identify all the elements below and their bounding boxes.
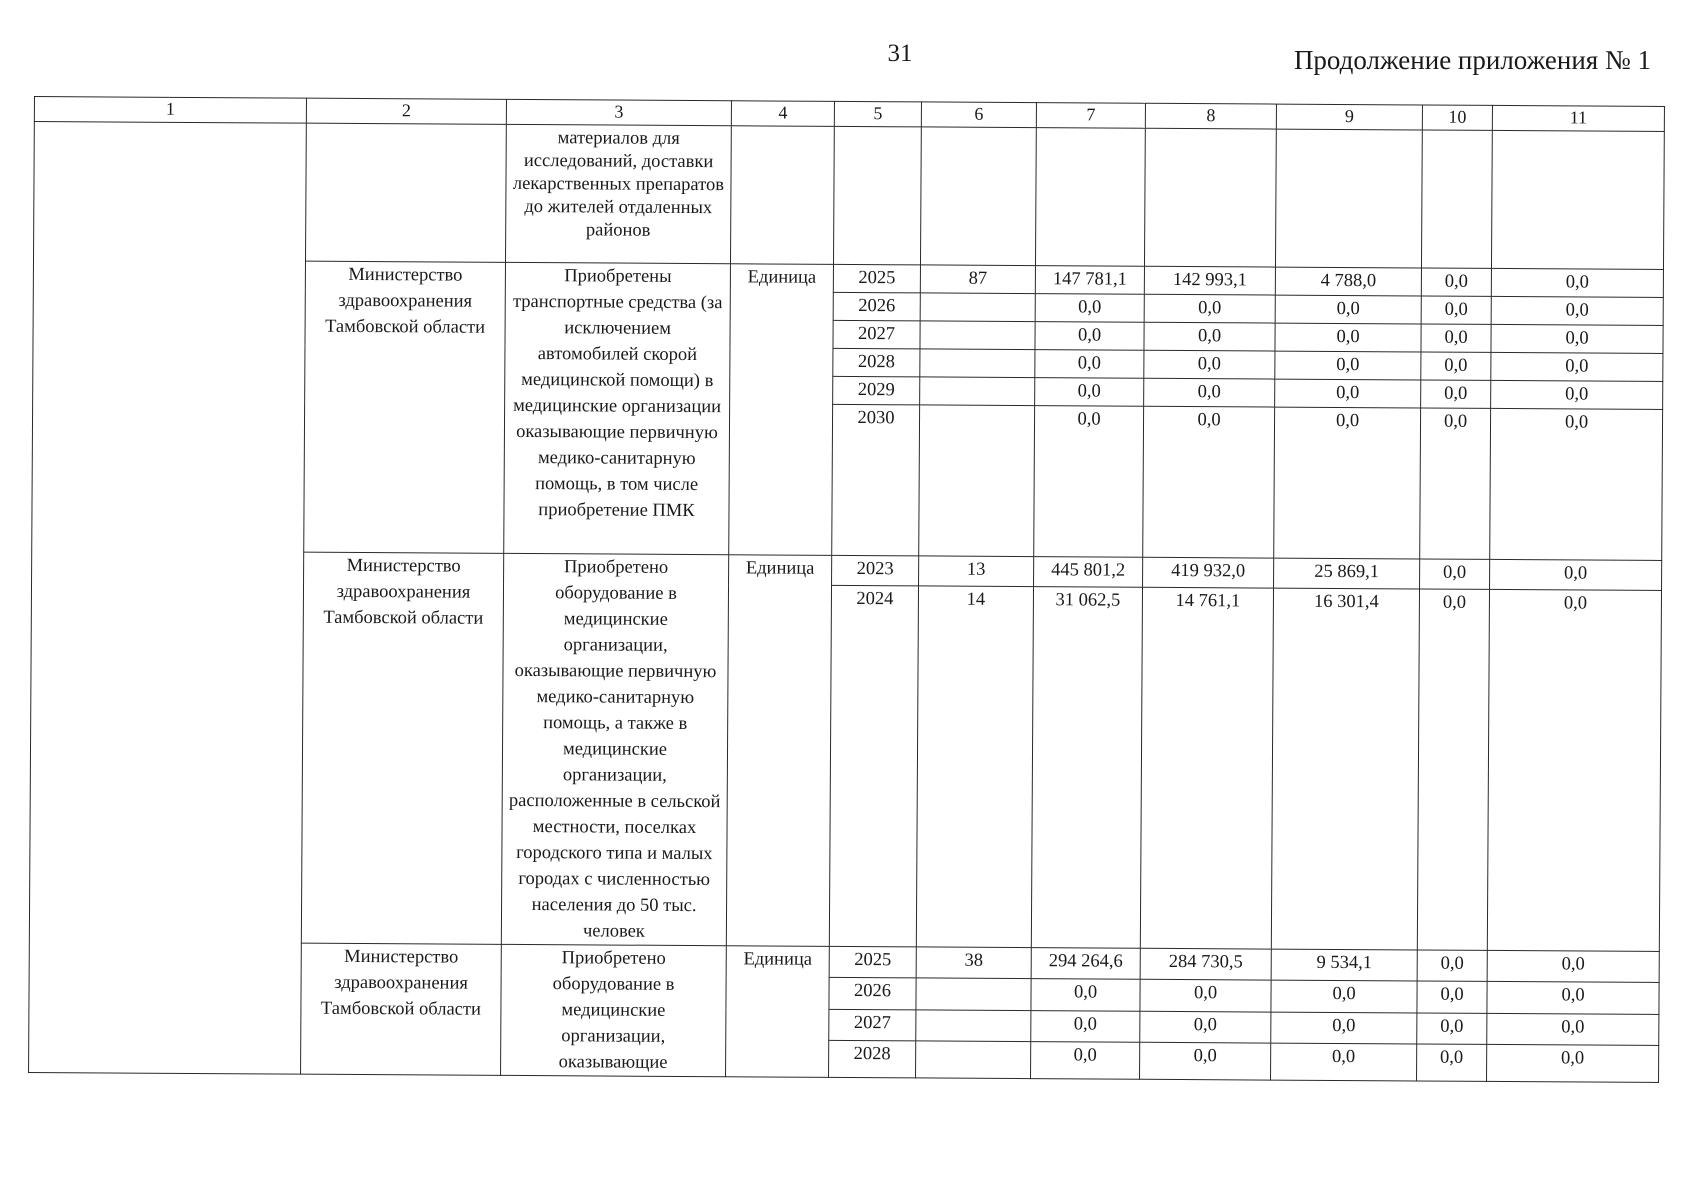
column-header: 8: [1145, 103, 1276, 129]
column-header: 2: [306, 98, 506, 124]
result-cell: Приобретено оборудование в медицинские организации, оказывающие первичную медико-санитарную помощь, а также в медицинские организации, расположенные в сельской местности, поселках городского типа и малых городах с численностью населения до 50 тыс. человек: [501, 553, 728, 945]
empty-cell: [920, 127, 1036, 266]
value-cell: 0,0: [1144, 322, 1275, 351]
value-cell: 0,0: [1144, 294, 1275, 323]
value-cell: 4 788,0: [1275, 267, 1421, 296]
column-header: 3: [506, 99, 731, 125]
value-cell: 0,0: [1271, 1043, 1417, 1081]
qty-cell: [920, 293, 1035, 322]
year-cell: 2025: [829, 946, 916, 978]
empty-cell: [1144, 128, 1276, 267]
value-cell: 0,0: [1140, 1042, 1271, 1080]
year-cell: 2025: [833, 264, 920, 293]
value-cell: 0,0: [1491, 268, 1663, 297]
unit-cell: Единица: [726, 946, 830, 1078]
value-cell: 294 264,6: [1031, 948, 1140, 980]
value-cell: 0,0: [1417, 981, 1487, 1013]
value-cell: 445 801,2: [1034, 557, 1143, 588]
qty-cell: [920, 377, 1035, 406]
value-cell: 0,0: [1417, 589, 1489, 950]
qty-cell: 87: [920, 265, 1035, 294]
value-cell: 0,0: [1035, 322, 1144, 351]
empty-cell: [1491, 130, 1664, 269]
value-cell: 0,0: [1031, 979, 1140, 1011]
qty-cell: [916, 1041, 1031, 1079]
value-cell: 0,0: [1140, 980, 1271, 1012]
column-1-cell: [29, 122, 307, 1075]
qty-cell: [919, 405, 1035, 557]
qty-cell: [920, 349, 1035, 378]
value-cell: 0,0: [1490, 408, 1663, 560]
column-header: 6: [921, 102, 1036, 128]
qty-cell: 13: [919, 556, 1034, 587]
value-cell: 9 534,1: [1271, 949, 1417, 981]
year-cell: 2024: [829, 586, 918, 947]
unit-cell: Единица: [726, 555, 831, 947]
value-cell: 0,0: [1420, 408, 1491, 559]
qty-cell: [916, 1010, 1031, 1042]
empty-cell: [1421, 130, 1492, 268]
year-cell: 2023: [832, 555, 919, 586]
value-cell: 0,0: [1421, 296, 1491, 324]
year-cell: 2028: [829, 1040, 916, 1077]
value-cell: 0,0: [1275, 379, 1421, 408]
value-cell: 0,0: [1417, 1044, 1487, 1081]
value-cell: 14 761,1: [1140, 588, 1273, 949]
ministry-cell: [305, 123, 506, 262]
qty-cell: [920, 321, 1035, 350]
value-cell: 0,0: [1491, 296, 1663, 325]
result-cell: Приобретены транспортные средства (за исключением автомобилей скорой медицинской помощи) в медицинские организации оказывающие первичную медико-санитарную помощь, в том числе приобретение ПМК: [504, 262, 731, 554]
value-cell: 0,0: [1417, 950, 1487, 982]
unit-cell: Единица: [729, 264, 834, 556]
value-cell: 0,0: [1421, 268, 1491, 296]
value-cell: 0,0: [1035, 294, 1144, 323]
value-cell: 0,0: [1487, 590, 1661, 952]
value-cell: 0,0: [1143, 406, 1275, 558]
value-cell: 25 869,1: [1274, 558, 1420, 589]
value-cell: 0,0: [1034, 406, 1144, 558]
column-header: 7: [1036, 103, 1145, 129]
ministry-cell: Министерство здравоохранения Тамбовской области: [301, 943, 502, 1075]
result-cell: Приобретено оборудование в медицинские организации, оказывающие: [501, 944, 727, 1076]
qty-cell: 38: [916, 947, 1031, 979]
value-cell: 0,0: [1491, 380, 1663, 409]
value-cell: 142 993,1: [1144, 266, 1275, 295]
value-cell: 0,0: [1421, 352, 1491, 380]
value-cell: 0,0: [1031, 1042, 1140, 1080]
year-cell: 2026: [829, 978, 916, 1010]
qty-cell: 14: [916, 586, 1033, 947]
value-cell: 0,0: [1491, 352, 1663, 381]
value-cell: 0,0: [1144, 378, 1275, 407]
year-cell: 2028: [833, 348, 920, 377]
unit-cell: [730, 126, 834, 265]
column-header: 11: [1492, 105, 1664, 131]
value-cell: 0,0: [1274, 407, 1421, 559]
empty-cell: [1275, 129, 1422, 268]
value-cell: 0,0: [1490, 559, 1662, 591]
page-number: 31: [887, 40, 913, 67]
column-header: 5: [834, 101, 921, 127]
value-cell: 419 932,0: [1143, 557, 1274, 588]
value-cell: 0,0: [1271, 980, 1417, 1012]
value-cell: 0,0: [1275, 323, 1421, 352]
value-cell: 0,0: [1421, 324, 1491, 352]
year-cell: 2026: [833, 292, 920, 321]
value-cell: 0,0: [1031, 1010, 1140, 1042]
value-cell: 0,0: [1420, 559, 1490, 590]
appendix-continuation-title: Продолжение приложения № 1: [1293, 45, 1651, 75]
value-cell: 0,0: [1035, 378, 1144, 407]
value-cell: 0,0: [1487, 1013, 1659, 1045]
appendix-table: [28, 96, 1665, 1083]
year-cell: 2030: [832, 404, 920, 556]
value-cell: 284 730,5: [1140, 948, 1271, 980]
value-cell: 0,0: [1271, 1012, 1417, 1044]
empty-cell: [1035, 128, 1145, 267]
ministry-cell: Министерство здравоохранения Тамбовской области: [301, 552, 503, 944]
empty-cell: [833, 126, 921, 265]
column-header: 10: [1422, 105, 1492, 130]
value-cell: 0,0: [1275, 351, 1421, 380]
value-cell: 0,0: [1487, 982, 1659, 1014]
continuation-row: [34, 122, 1665, 270]
value-cell: 0,0: [1275, 295, 1421, 324]
qty-cell: [916, 978, 1031, 1010]
column-header: 9: [1276, 104, 1422, 130]
column-header: 4: [731, 101, 834, 127]
value-cell: 0,0: [1487, 950, 1659, 982]
continuation-text: материалов для исследований, доставки лекарственных препаратов до жителей отдаленных районов: [505, 124, 731, 263]
column-header: 1: [34, 97, 306, 124]
value-cell: 0,0: [1491, 324, 1663, 353]
value-cell: 0,0: [1487, 1044, 1659, 1082]
value-cell: 0,0: [1140, 1011, 1271, 1043]
value-cell: 0,0: [1144, 350, 1275, 379]
value-cell: 147 781,1: [1035, 266, 1144, 295]
value-cell: 0,0: [1421, 380, 1491, 408]
year-cell: 2029: [833, 376, 920, 405]
value-cell: 16 301,4: [1271, 589, 1419, 950]
year-cell: 2027: [833, 320, 920, 349]
ministry-cell: Министерство здравоохранения Тамбовской области: [304, 261, 506, 553]
value-cell: 31 062,5: [1031, 587, 1142, 948]
year-cell: 2027: [829, 1009, 916, 1041]
value-cell: 0,0: [1035, 350, 1144, 379]
value-cell: 0,0: [1417, 1013, 1487, 1045]
